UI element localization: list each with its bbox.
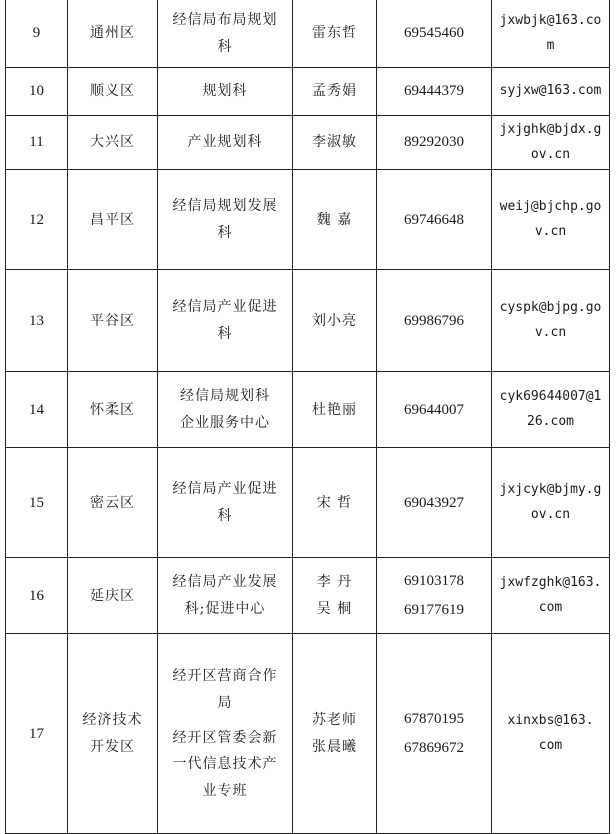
department-cell [158,0,293,68]
contact-cell-line: 宋 哲 [316,494,353,511]
department-cell-line: 规划科 [202,83,248,100]
email-cell [492,68,610,116]
email-cell-line: syjxw@163.com [499,83,602,99]
table-row [6,170,610,270]
row-number: 9 [6,0,68,68]
department-cell-line: 经开区管委会新 [172,729,278,746]
contact-cell [293,170,377,270]
email-cell-line: jxjcyk@bjmy.g [499,482,602,498]
contact-cell-line: 吴 桐 [316,600,353,617]
email-cell [492,170,610,270]
phone-cell [377,634,492,834]
department-cell-line: 科 [217,507,233,524]
department-cell-line: 经信局产业发展 [172,574,278,591]
email-cell-line: cyk69644007@1 [499,389,602,405]
district-cell-line: 昌平区 [90,211,135,228]
district-cell [68,634,158,834]
contact-cell [293,270,377,372]
contact-cell [293,448,377,558]
department-cell-line: 经信局产业促进 [172,481,278,498]
phone-cell [377,68,492,116]
department-cell [158,448,293,558]
contact-cell-line: 雷东哲 [312,25,357,42]
district-cell [68,116,158,170]
row-number: 16 [6,558,68,634]
phone-cell-line: 67870195 [404,711,464,728]
row-number: 15 [6,448,68,558]
department-cell [158,270,293,372]
email-cell [492,448,610,558]
email-cell-line: v.cn [534,324,567,340]
district-cell-line: 顺义区 [90,83,135,100]
district-cell-line: 延庆区 [90,587,135,604]
email-cell [492,558,610,634]
district-cell [68,68,158,116]
email-cell [492,116,610,170]
row-number: 13 [6,270,68,372]
department-cell-line: 科 [217,325,233,342]
email-cell-line: m [546,37,555,53]
email-cell-line: com [538,737,563,753]
table-row [6,270,610,372]
contact-cell [293,0,377,68]
email-cell-line: jxjghk@bjdx.g [499,122,602,137]
contact-table [5,0,610,834]
phone-cell [377,372,492,448]
email-cell [492,634,610,834]
district-cell-line: 开发区 [90,738,135,755]
phone-cell-line: 69043927 [404,494,464,511]
district-cell-line: 怀柔区 [90,401,135,418]
table-row [6,634,610,834]
district-cell-line: 大兴区 [90,134,135,151]
department-cell-line: 局 [217,694,233,711]
phone-cell-line: 69746648 [404,211,464,228]
contact-cell [293,558,377,634]
department-cell-line: 科 [217,38,233,55]
department-cell-line: 一代信息技术产 [172,756,278,773]
email-cell-line: ov.cn [530,506,571,522]
district-cell-line: 经济技术 [82,712,143,729]
department-cell [158,116,293,170]
contact-cell [293,634,377,834]
department-cell-line: 经信局规划发展 [172,198,278,215]
email-cell-line: jxwbjk@163.co [499,12,602,28]
contact-cell-line: 李 丹 [316,574,353,591]
table-row [6,558,610,634]
department-cell [158,372,293,448]
district-cell-line: 平谷区 [90,312,135,329]
department-cell-line: 经信局布局规划 [172,11,278,28]
contact-cell [293,116,377,170]
row-number: 14 [6,372,68,448]
district-cell-line: 通州区 [90,25,135,42]
contact-cell-line: 刘小亮 [312,312,357,329]
department-cell-line: 业专班 [202,782,248,799]
phone-cell-line: 69545460 [404,25,464,42]
phone-cell-line: 89292030 [404,134,464,151]
table-row [6,68,610,116]
email-cell-line: com [538,599,563,615]
contact-cell-line: 魏 嘉 [316,211,353,228]
phone-cell-line: 69444379 [404,83,464,100]
phone-cell-line: 69986796 [404,312,464,329]
row-number: 12 [6,170,68,270]
department-cell [158,68,293,116]
department-cell [158,634,293,834]
district-cell [68,372,158,448]
district-cell [68,0,158,68]
district-cell [68,558,158,634]
department-cell-line: 经开区营商合作 [172,668,278,685]
district-cell [68,270,158,372]
contact-cell [293,372,377,448]
email-cell-line: 26.com [527,413,574,429]
department-cell-line: 科 [217,224,233,241]
email-cell-line: ov.cn [530,146,571,162]
contact-cell-line: 李淑敏 [312,134,357,151]
email-cell-line: v.cn [534,223,567,239]
phone-cell-line: 69177619 [404,601,464,618]
table-row [6,116,610,170]
phone-cell-line: 69644007 [404,401,464,418]
phone-cell [377,558,492,634]
phone-cell [377,448,492,558]
phone-cell [377,270,492,372]
row-number: 10 [6,68,68,116]
department-cell-line: 经信局规划科 [180,388,270,405]
district-cell [68,170,158,270]
district-cell-line: 密云区 [90,494,135,511]
department-cell-line: 科;促进中心 [184,600,266,617]
department-cell-line: 企业服务中心 [180,414,270,431]
department-cell [158,558,293,634]
contact-cell-line: 张晨曦 [312,738,357,755]
contact-cell-line: 孟秀娟 [312,83,357,100]
phone-cell [377,170,492,270]
email-cell [492,0,610,68]
row-number: 11 [6,116,68,170]
email-cell [492,372,610,448]
department-cell [158,170,293,270]
phone-cell-line: 67869672 [404,739,464,756]
contact-cell-line: 杜艳丽 [312,401,357,418]
contact-cell [293,68,377,116]
phone-cell [377,116,492,170]
phone-cell-line: 69103178 [404,573,464,590]
table-row [6,0,610,68]
row-number: 17 [6,634,68,834]
phone-cell [377,0,492,68]
table-row [6,372,610,448]
email-cell-line: jxwfzghk@163. [499,575,602,591]
email-cell-line: cyspk@bjpg.go [499,300,602,316]
department-cell-line: 经信局产业促进 [172,299,278,316]
district-cell [68,448,158,558]
table-row [6,448,610,558]
department-cell-line: 产业规划科 [187,134,263,151]
contact-cell-line: 苏老师 [312,712,357,729]
email-cell [492,270,610,372]
email-cell-line: xinxbs@163. [507,713,594,729]
email-cell-line: weij@bjchp.go [499,199,602,215]
